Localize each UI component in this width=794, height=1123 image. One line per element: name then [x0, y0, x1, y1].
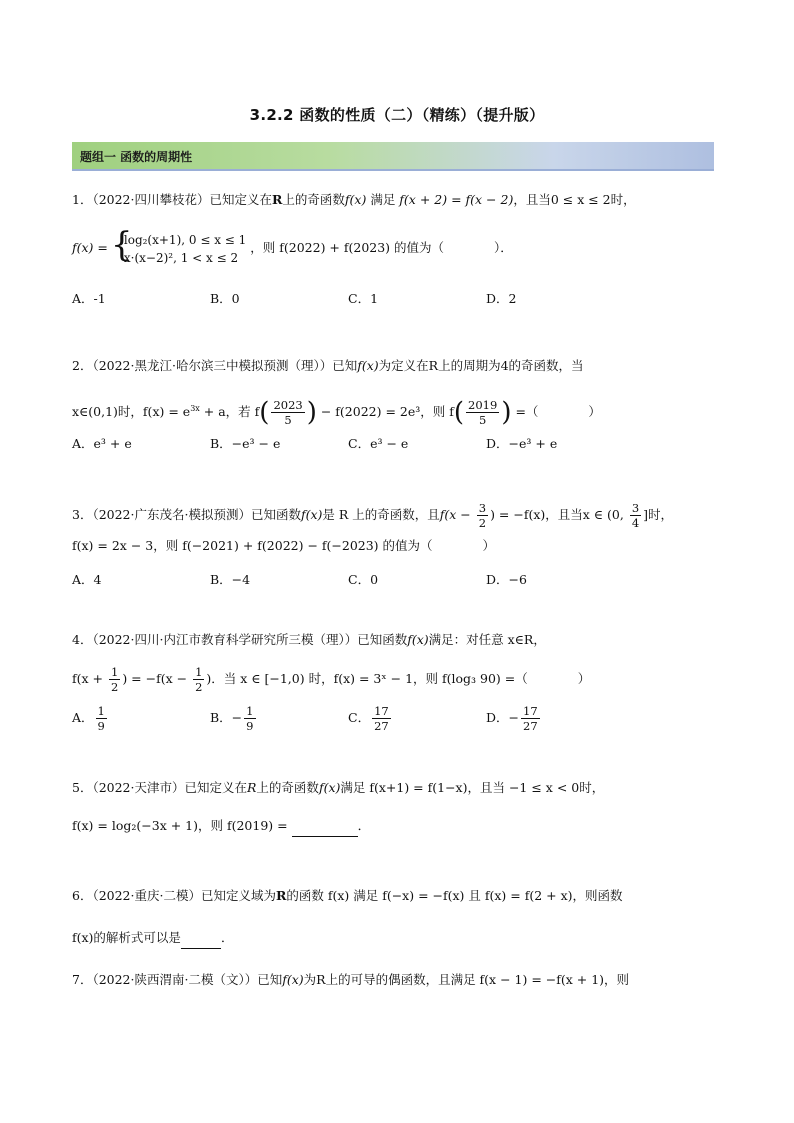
section-header — [72, 142, 714, 171]
question-6-line-2: f(x)的解析式可以是 ． — [72, 928, 732, 949]
fraction-2023-over-5: $\frac{2023}{5}$ — [273, 398, 303, 428]
question-2-line-1: 2．（2022·黑龙江·哈尔滨三中模拟预测（理））已知f(x)为定义在R上的周期为4的奇函数，当 — [72, 358, 584, 373]
option-b[interactable]: B．0 — [210, 291, 240, 306]
piecewise-function: { log₂(x+1), 0 ≤ x ≤ 1 x·(x−2)², 1 < x ≤ 2 — [114, 231, 246, 267]
option-b[interactable]: B．− $\frac{1}{9}$ — [210, 704, 254, 733]
option-a[interactable]: A．e³ + e — [72, 436, 132, 451]
option-d[interactable]: D．−6 — [486, 572, 527, 587]
question-3-line-2: f(x) = 2x − 3，则 f(−2021) + f(2022) − f(−2023) 的值为（ ） — [72, 538, 496, 553]
option-c[interactable]: C．0 — [348, 572, 379, 587]
question-1-line-2: f(x) = { log₂(x+1), 0 ≤ x ≤ 1 x·(x−2)², 1 < x ≤ 2 ，则 f(2022) + f(2023) 的值为（ ）． — [72, 228, 732, 268]
fraction-2019-over-5: $\frac{2019}{5}$ — [468, 398, 498, 428]
question-2-line-2: x∈(0,1)时，$f(x) = e^{3x} + a$，若 f( $\frac{2023}{5}$ ) − f(2022) = 2e³，则 f( $\frac{2019}{5}$ ) =（ ） — [72, 397, 601, 428]
option-d[interactable]: D．−e³ + e — [486, 436, 558, 451]
option-a[interactable]: A．4 — [72, 572, 102, 587]
answer-blank[interactable] — [181, 928, 221, 949]
question-5-line-1: 5．（2022·天津市）已知定义在R上的奇函数f(x)满足 f(x+1) = f(1−x)，且当 −1 ≤ x < 0时， — [72, 780, 605, 795]
question-5-line-2: f(x) = log₂(−3x + 1)，则 f(2019) = ． — [72, 816, 732, 837]
question-4-line-2: f(x + $\frac{1}{2}$ ) = −f(x − $\frac{1}{2}$ )．当 x ∈ [−1,0) 时，f(x) = 3ˣ − 1，则 f(log₃ 90) =（ ） — [72, 665, 591, 694]
option-a[interactable]: A． $\frac{1}{9}$ — [72, 704, 105, 733]
answer-blank[interactable] — [292, 816, 358, 837]
question-4-line-1: 4．（2022·四川·内江市教育科学研究所三模（理））已知函数f(x)满足：对任意 x∈R， — [72, 632, 546, 647]
option-d[interactable]: D．− $\frac{17}{27}$ — [486, 704, 538, 733]
page-title: 3.2.2 函数的性质（二）（精练）（提升版） — [249, 106, 545, 124]
question-7-line-1: 7．（2022·陕西渭南·二模（文））已知f(x)为R上的可导的偶函数，且满足 f(x − 1) = −f(x + 1)，则 — [72, 972, 630, 987]
option-c[interactable]: C． $\frac{17}{27}$ — [348, 704, 389, 733]
option-d[interactable]: D．2 — [486, 291, 517, 306]
option-b[interactable]: B．−4 — [210, 572, 251, 587]
section-label: 题组一 函数的周期性 — [80, 150, 193, 164]
question-1-line-1: 1．（2022·四川攀枝花）已知定义在R上的奇函数f(x) 满足 f(x + 2) = f(x − 2)，且当0 ≤ x ≤ 2时， — [72, 192, 636, 207]
option-a[interactable]: A．-1 — [72, 291, 106, 306]
question-3-line-1: 3．（2022·广东茂名·模拟预测）已知函数f(x)是 R 上的奇函数，且f(x − $\frac{3}{2}$ ) = −f(x)，且当x ∈ (0, $\frac{3}{4}$ ]时， — [72, 501, 674, 530]
option-c[interactable]: C．e³ − e — [348, 436, 409, 451]
option-b[interactable]: B．−e³ − e — [210, 436, 281, 451]
question-6-line-1: 6．（2022·重庆·二模）已知定义域为R的函数 f(x) 满足 f(−x) = −f(x) 且 f(x) = f(2 + x)，则函数 — [72, 888, 623, 903]
option-c[interactable]: C．1 — [348, 291, 379, 306]
